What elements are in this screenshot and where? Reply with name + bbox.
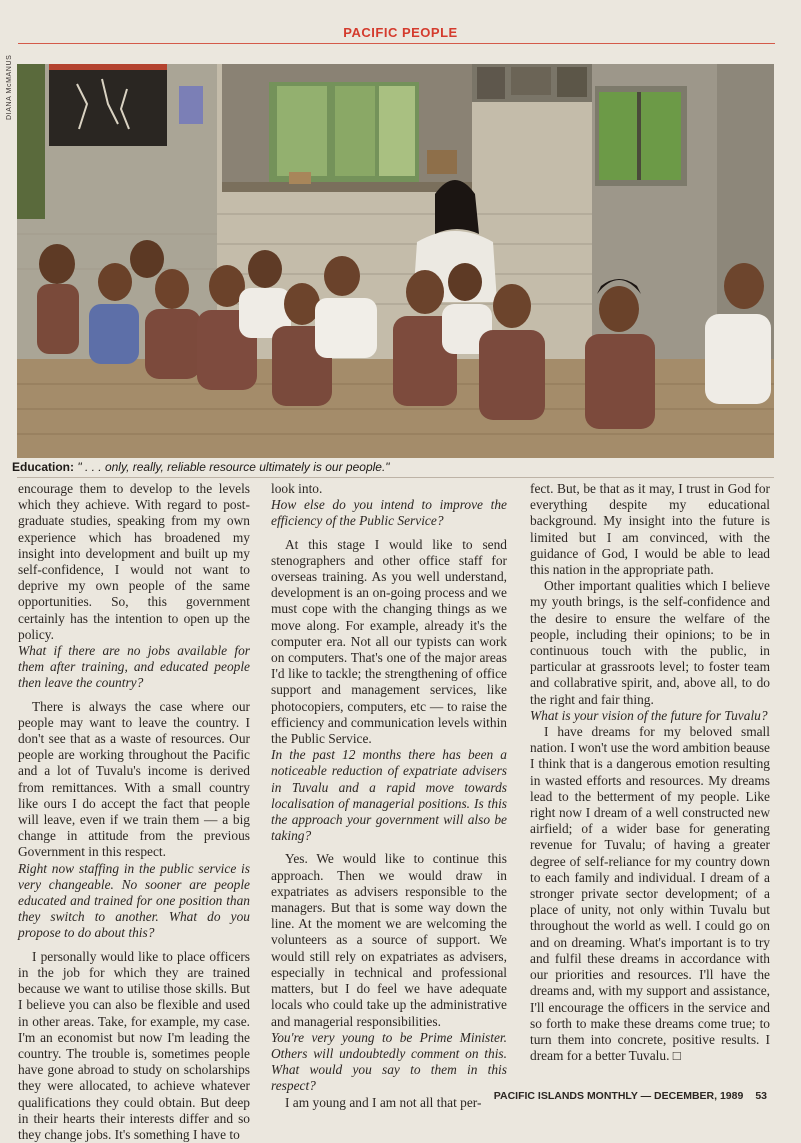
photo-credit: DIANA McMANUS <box>6 54 13 120</box>
paragraph: Other important qualities which I believe my youth brings, is the self-confidence and the desire to ensure the welfare of the people, including their opinions; to be in continuous touch with the public, in particular at grassroots level; to foster team and collabrative spirit, and, above all, to do the right and fair thing. <box>530 578 770 707</box>
interview-question: Right now staffing in the public service is very changeable. No sooner are people educated and trained for one position than they switch to another. What do you propose to do about this? <box>18 860 250 941</box>
paragraph: I have dreams for my beloved small nation. I won't use the word ambition beause I think that is a dangerous emotion resulting in wasted efforts and resources. My dreams lead to the betterment of my people. Like right now I dream of a well constructed new airfield; of a wider base for generating revenue for Tuvalu; of having a greater degree of self-reliance for my country down to each family and individual. I dream of a stronger private sector development; of a place of unity, not only within Tuvalu but throughout the world as well. I could go on and on dreaming. What's important is to try and fulfil these dreams in accordance with our priorities and resources. I'll have the dreams and, with my support and assistance, I'll encourage the officers in the service and so forth to make these dreams come true; to turn them into concrete, positive results. I dream for a better Tuvalu. □ <box>530 724 770 1064</box>
section-title: PACIFIC PEOPLE <box>343 25 458 40</box>
page-footer <box>494 1090 767 1102</box>
caption-label: Education: <box>12 460 74 474</box>
article-column-2 <box>271 481 507 1111</box>
publication-name: PACIFIC ISLANDS MONTHLY — DECEMBER, 1989 <box>493 1090 744 1102</box>
paragraph: There is always the case where our people may want to leave the country. I don't see that as a waste of resources. Our people are working throughout the Pacific and a lot of Tuvalu's income is derived from remittances. With a small country like ours I do accept the fact that people will leave, even if we train them — a big change in attitude from the previous Government in this respect. <box>18 698 250 860</box>
interview-question: In the past 12 months there has been a noticeable reduction of expatriate advisers in Tuvalu and a rapid move towards localisation of managerial positions. Is this the approach your government will also be taking? <box>271 747 507 844</box>
photo-caption <box>12 460 782 476</box>
paragraph: Yes. We would like to continue this approach. Then we would draw in expatriates as advisers responsible to the managers. But that is some way down the line. At the moment we are welcoming the volunteers as a source of support. We would still rely on expatriates as advisers, especially in technical and professional matters, but I do feel we have adequate locals who could take up the administrative and managerial responsibilities. <box>271 851 507 1029</box>
page-number: 53 <box>755 1090 767 1102</box>
interview-question: You're very young to be Prime Minister. Others will undoubtedly comment on this. What would you say to them in this respect? <box>271 1029 507 1094</box>
paragraph: I personally would like to place officers in the job for which they are trained because we want to utilise those skills. But I believe you can also be flexible and used in other areas. Take, for example, my case. I'm an economist but now I'm leading the country. The trouble is, sometimes people have gone abroad to study on scholarships they were allocated, to achieve whatever qualifications they could obtain. But deep in their hearts their interests differ and so they change jobs. It's something I have to <box>18 948 250 1142</box>
article-column-3 <box>530 481 770 1064</box>
interview-question: What if there are no jobs available for them after training, and educated people then leave the country? <box>18 643 250 691</box>
article-column-1 <box>18 481 250 1143</box>
paragraph: encourage them to develop to the levels which they achieve. With regard to post-graduate studies, speaking from my own experience which has broadened my insight into development and built up my self-confidence, I would not want to deprive my own people of the same opportunities. So, this government certainly has the intention to open up the policy. <box>18 481 250 642</box>
caption-quote: " . . . only, really, reliable resource ultimately is our people." <box>77 460 390 474</box>
paragraph: At this stage I would like to send stenographers and other office staff for overseas training. As you well understand, development is an on-going process and we must cope with the changing things as we move along. For example, already it's the computer era. Not all our typists can work on computers. That's one of the major areas I'd like to tackle; the strengthening of office support and management services, like photocopiers, computers, etc — to raise the efficiency and communication levels within the Public Service. <box>271 536 507 747</box>
caption-rule <box>17 477 774 478</box>
interview-question: What is your vision of the future for Tuvalu? <box>530 707 768 723</box>
classroom-photo <box>17 64 774 458</box>
interview-question: How else do you intend to improve the efficiency of the Public Service? <box>271 497 507 529</box>
paragraph: look into. <box>271 481 323 496</box>
paragraph: fect. But, be that as it may, I trust in God for everything despite my educational background. My insight into the future is limited but I am convinced, with the guidance of God, I would be able to lead this nation in the appropriate path. <box>530 481 770 578</box>
header-rule <box>18 43 775 44</box>
paragraph: I am young and I am not all that per- <box>285 1094 482 1110</box>
